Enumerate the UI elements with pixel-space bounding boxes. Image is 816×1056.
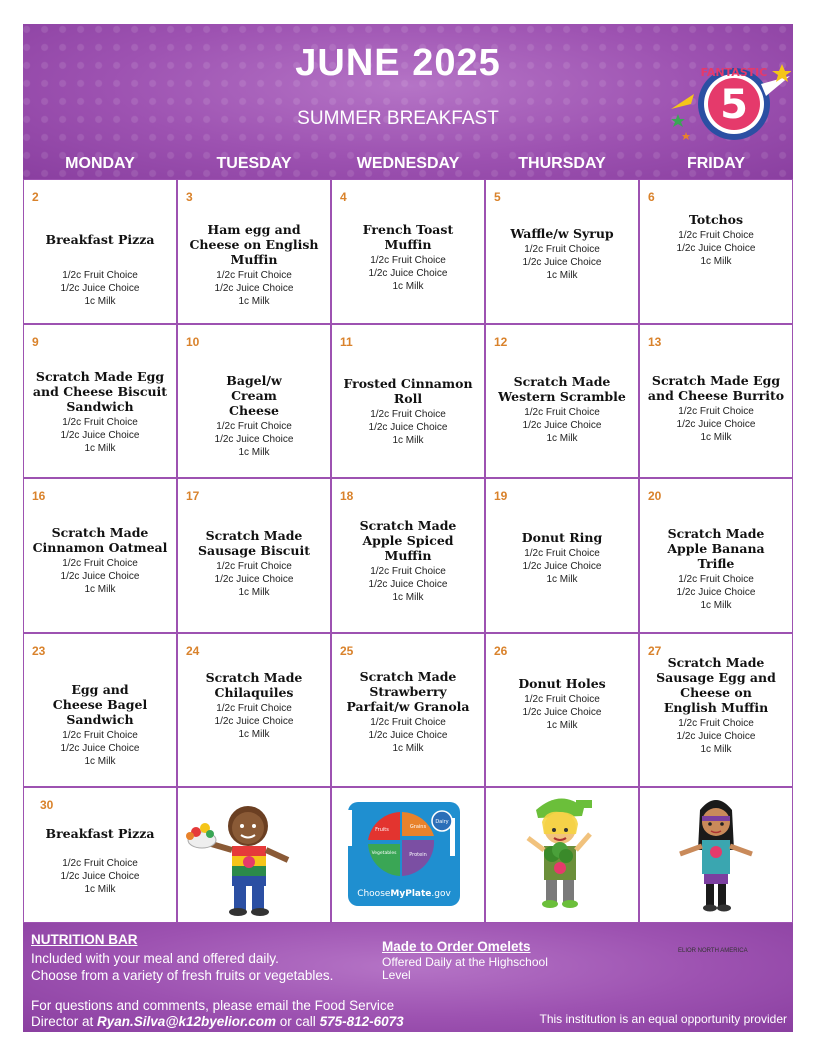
date-number: 10 [186,335,200,349]
day-cell [178,479,330,632]
meal-entry [182,373,326,459]
day-cell [24,479,176,632]
meal-fruit: 1/2c Fruit Choice [216,561,292,572]
meal-milk: 1c Milk [392,592,424,603]
meal-name: Waffle/w Syrup [510,226,614,241]
contact-line-1: For questions and comments, please email the Food Service [31,998,395,1013]
meal-name: Ham egg and Cheese on English Muffin [189,222,319,267]
contact-email-link[interactable]: Ryan.Silva@k12byelior.com [97,1014,277,1029]
meal-fruit: 1/2c Fruit Choice [370,566,446,577]
day-cell [486,180,638,323]
boy-with-fruit-bowl-illustration [178,788,330,922]
meal-milk: 1c Milk [84,443,116,454]
meal-entry [336,669,480,755]
boy-with-broccoli-illustration [486,788,638,922]
meal-juice: 1/2c Juice Choice [368,579,448,590]
contact-phone[interactable]: 575-812-6073 [319,1014,404,1029]
day-cell [332,634,484,786]
meal-milk: 1c Milk [84,296,116,307]
meal-juice: 1/2c Juice Choice [368,730,448,741]
day-cell [486,325,638,477]
date-number: 11 [340,335,353,349]
meal-milk: 1c Milk [546,433,578,444]
day-header-thursday: THURSDAY [518,155,606,172]
meal-entry [644,212,788,268]
equal-opportunity-statement: This institution is an equal opportunity provider [539,1012,787,1026]
meal-name: Bagel/w Cream Cheese [226,373,282,418]
meal-entry [28,682,172,768]
date-number: 19 [494,489,508,503]
meal-entry [644,655,788,756]
meal-entry [336,518,480,604]
menu-subtitle: SUMMER BREAKFAST [297,108,499,129]
meal-milk: 1c Milk [700,432,732,443]
meal-entry [490,374,634,445]
contact-line-2 [31,1014,404,1029]
day-cell [640,479,792,632]
meal-entry [336,222,480,293]
meal-milk: 1c Milk [546,574,578,585]
day-header-wednesday: WEDNESDAY [356,155,460,172]
meal-entry [182,222,326,308]
meal-name: Scratch Made Western Scramble [498,374,626,404]
month-title: JUNE 2025 [295,42,501,84]
girl-superhero-illustration [640,788,792,922]
meal-fruit: 1/2c Fruit Choice [524,694,600,705]
meal-name: French Toast Muffin [362,222,454,252]
logo-text: FANTASTIC [700,66,768,79]
meal-entry [336,376,480,447]
image-cell [640,788,792,922]
meal-name: Scratch Made Chilaquiles [205,670,303,700]
date-number: 16 [32,489,46,503]
menu-sheet [23,24,793,1032]
meal-juice: 1/2c Juice Choice [676,587,756,598]
meal-juice: 1/2c Juice Choice [60,571,140,582]
meal-milk: 1c Milk [238,296,270,307]
meal-name: Scratch Made Strawberry Parfait/w Granola [346,669,470,714]
meal-fruit: 1/2c Fruit Choice [62,858,138,869]
date-number: 12 [494,335,508,349]
meal-milk: 1c Milk [392,435,424,446]
meal-name: Scratch Made Sausage Egg and Cheese on English Muffin [656,655,776,715]
nutrition-bar-line-2: Choose from a variety of fresh fruits or vegetables. [31,968,334,983]
day-header-friday: FRIDAY [686,155,746,172]
day-header-tuesday: TUESDAY [216,155,292,172]
date-number: 6 [648,190,655,204]
day-cell [486,479,638,632]
meal-milk: 1c Milk [700,744,732,755]
meal-fruit: 1/2c Fruit Choice [524,407,600,418]
meal-fruit: 1/2c Fruit Choice [678,406,754,417]
meal-milk: 1c Milk [392,743,424,754]
meal-name: Scratch Made Sausage Biscuit [198,528,310,558]
meal-name: Breakfast Pizza [45,826,155,841]
meal-juice: 1/2c Juice Choice [60,743,140,754]
myplate-grains-label: Grains [409,824,427,830]
meal-fruit: 1/2c Fruit Choice [62,270,138,281]
meal-fruit: 1/2c Fruit Choice [216,270,292,281]
meal-entry [644,526,788,612]
date-number: 9 [32,335,39,349]
date-number: 25 [340,644,354,658]
meal-fruit: 1/2c Fruit Choice [678,718,754,729]
meal-entry [28,232,172,308]
date-number: 4 [340,190,347,204]
day-cell [178,634,330,786]
menu-header [23,24,793,179]
day-cell [486,634,638,786]
myplate-vegetables-label: Vegetables [371,851,397,856]
meal-juice: 1/2c Juice Choice [214,716,294,727]
meal-fruit: 1/2c Fruit Choice [370,717,446,728]
myplate-caption: ChooseMyPlate.gov [357,889,451,899]
contact-prefix: Director at [31,1014,98,1029]
date-number: 17 [186,489,200,503]
date-number: 23 [32,644,46,658]
meal-fruit: 1/2c Fruit Choice [216,703,292,714]
logo-number: 5 [720,82,748,128]
meal-milk: 1c Milk [546,270,578,281]
day-cell [24,634,176,786]
meal-milk: 1c Milk [238,729,270,740]
day-cell [178,180,330,323]
date-number: 27 [648,644,662,658]
image-cell [332,788,484,922]
meal-juice: 1/2c Juice Choice [214,283,294,294]
fantastic-5-logo [666,54,791,144]
date-number: 30 [40,798,54,812]
nutrition-bar-line-1: Included with your meal and offered daily. [31,951,279,966]
meal-fruit: 1/2c Fruit Choice [370,409,446,420]
meal-fruit: 1/2c Fruit Choice [524,244,600,255]
meal-entry [490,530,634,586]
meal-name: Scratch Made Egg and Cheese Burrito [647,373,785,403]
meal-fruit: 1/2c Fruit Choice [678,230,754,241]
meal-name: Totchos [688,212,744,227]
meal-juice: 1/2c Juice Choice [522,561,602,572]
meal-juice: 1/2c Juice Choice [60,283,140,294]
meal-entry [28,369,172,455]
meal-juice: 1/2c Juice Choice [676,243,756,254]
contact-mid: or call [276,1014,320,1029]
myplate-fruits-label: Fruits [375,827,389,833]
meal-juice: 1/2c Juice Choice [60,430,140,441]
omelet-line: Offered Daily at the Highschool Level [382,955,548,982]
meal-name: Donut Holes [518,676,606,691]
meal-juice: 1/2c Juice Choice [676,731,756,742]
meal-milk: 1c Milk [84,584,116,595]
meal-milk: 1c Milk [546,720,578,731]
meal-fruit: 1/2c Fruit Choice [216,421,292,432]
menu-footer [23,923,793,1032]
meal-name: Breakfast Pizza [45,232,155,247]
meal-milk: 1c Milk [700,256,732,267]
meal-fruit: 1/2c Fruit Choice [370,255,446,266]
day-cell [332,325,484,477]
meal-milk: 1c Milk [700,600,732,611]
day-header-monday: MONDAY [65,155,135,172]
day-cell [24,325,176,477]
meal-name: Donut Ring [521,530,603,545]
meal-entry [28,525,172,596]
meal-entry [182,528,326,599]
elior-logo-text: ELIOR NORTH AMERICA [678,948,748,954]
meal-juice: 1/2c Juice Choice [522,257,602,268]
meal-milk: 1c Milk [84,756,116,767]
meal-fruit: 1/2c Fruit Choice [62,417,138,428]
meal-juice: 1/2c Juice Choice [60,871,140,882]
date-number: 18 [340,489,354,503]
day-cell [24,788,176,922]
meal-name: Scratch Made Apple Banana Trifle [667,526,765,571]
day-cell [640,634,792,786]
omelet-title: Made to Order Omelets [382,939,531,954]
date-number: 13 [648,335,662,349]
meal-entry [490,226,634,282]
date-number: 24 [186,644,200,658]
meal-juice: 1/2c Juice Choice [676,419,756,430]
meal-milk: 1c Milk [84,884,116,895]
meal-fruit: 1/2c Fruit Choice [62,558,138,569]
image-cell [178,788,330,922]
image-cell [486,788,638,922]
date-number: 5 [494,190,501,204]
calendar-grid [23,179,793,923]
meal-milk: 1c Milk [392,281,424,292]
myplate-dairy-label: Dairy [435,819,449,825]
date-number: 20 [648,489,662,503]
meal-name: Frosted Cinnamon Roll [343,376,473,406]
meal-name: Scratch Made Apple Spiced Muffin [359,518,457,563]
meal-entry [28,826,172,896]
meal-juice: 1/2c Juice Choice [368,422,448,433]
day-cell [24,180,176,323]
meal-juice: 1/2c Juice Choice [368,268,448,279]
nutrition-bar-title: NUTRITION BAR [31,932,138,947]
meal-milk: 1c Milk [238,447,270,458]
meal-juice: 1/2c Juice Choice [214,574,294,585]
date-number: 26 [494,644,508,658]
day-cell [640,325,792,477]
day-cell [640,180,792,323]
meal-entry [490,676,634,732]
meal-milk: 1c Milk [238,587,270,598]
meal-juice: 1/2c Juice Choice [522,420,602,431]
meal-fruit: 1/2c Fruit Choice [678,574,754,585]
meal-name: Scratch Made Cinnamon Oatmeal [32,525,168,555]
meal-name: Scratch Made Egg and Cheese Biscuit Sandwich [32,369,168,414]
meal-fruit: 1/2c Fruit Choice [62,730,138,741]
meal-name: Egg and Cheese Bagel Sandwich [52,682,148,727]
meal-fruit: 1/2c Fruit Choice [524,548,600,559]
day-cell [178,325,330,477]
meal-entry [644,373,788,444]
day-cell [332,479,484,632]
date-number: 2 [32,190,39,204]
meal-juice: 1/2c Juice Choice [522,707,602,718]
day-cell [332,180,484,323]
choose-my-plate-icon [332,788,484,922]
meal-entry [182,670,326,741]
myplate-protein-label: Protein [409,852,427,858]
meal-juice: 1/2c Juice Choice [214,434,294,445]
date-number: 3 [186,190,193,204]
